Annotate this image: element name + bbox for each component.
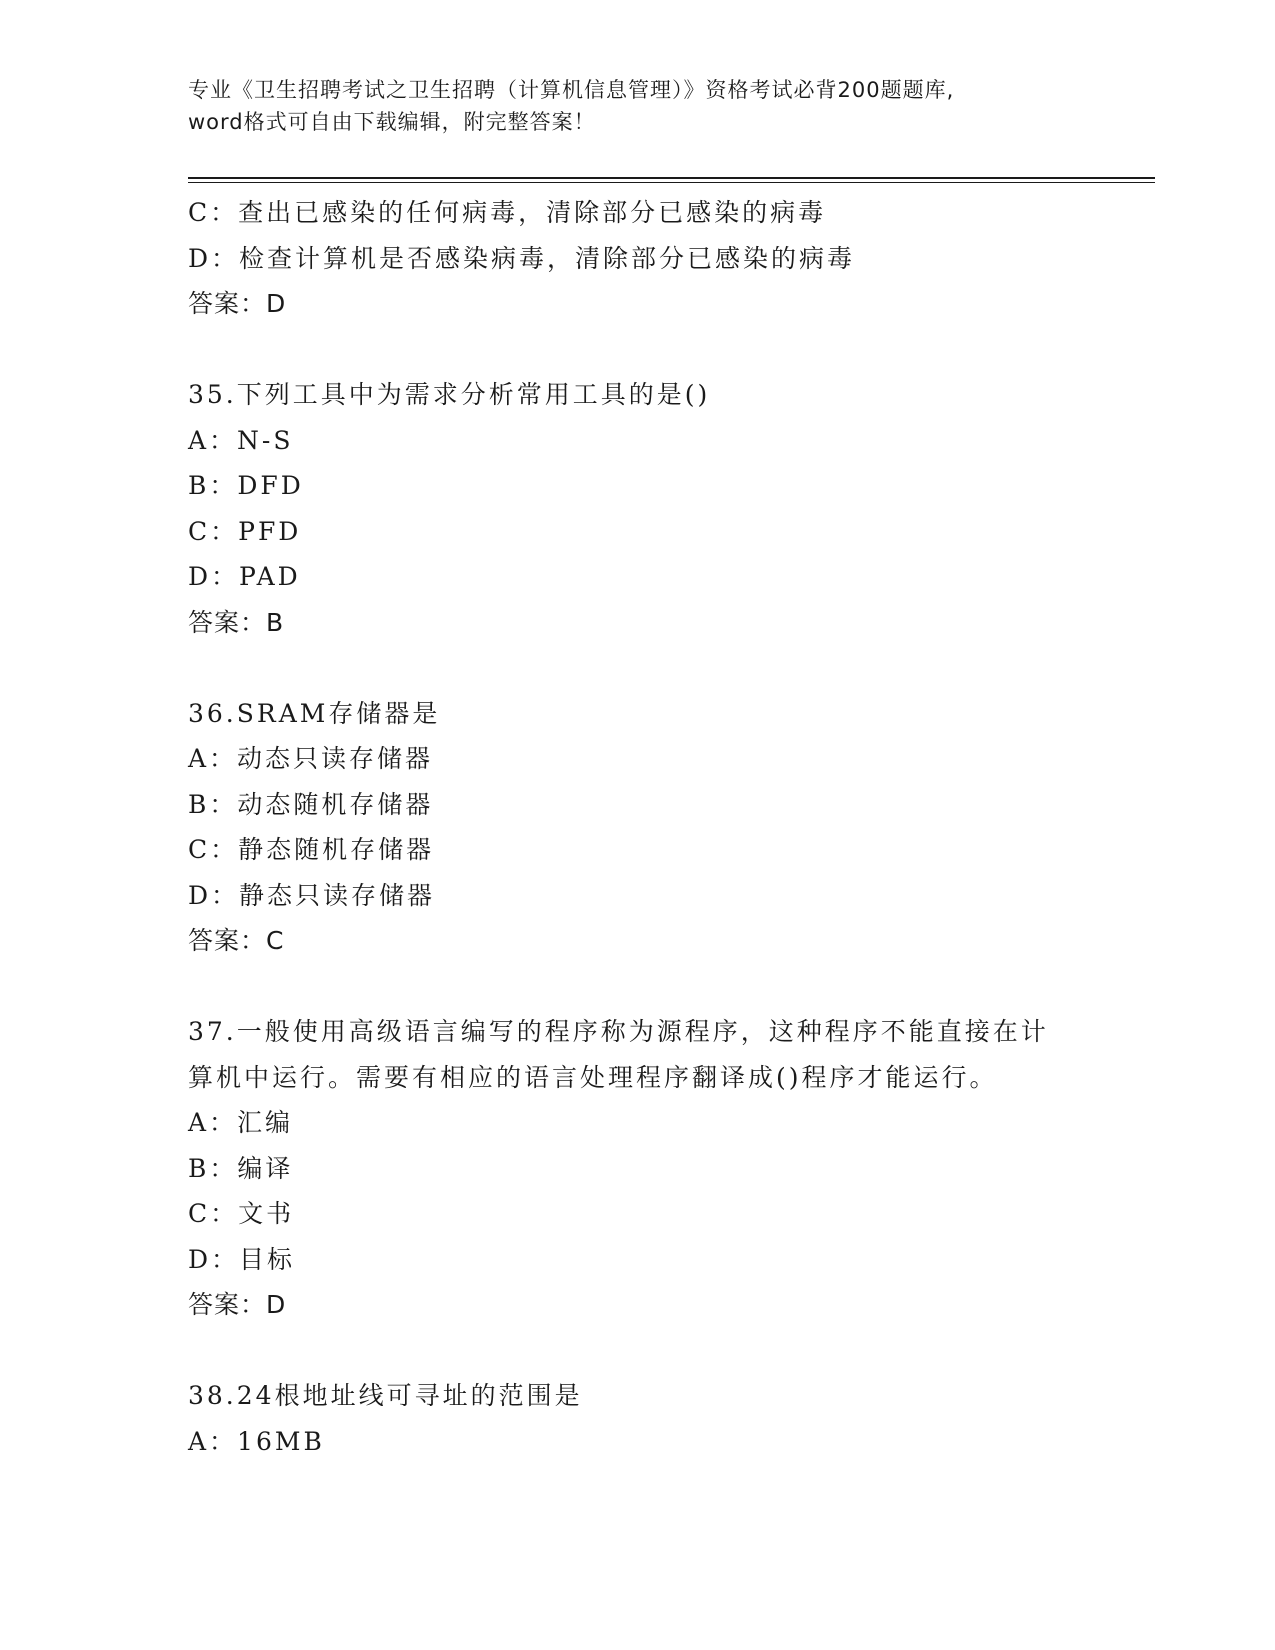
question-stem-line-2: 算机中运行。需要有相应的语言处理程序翻译成()程序才能运行。	[188, 1062, 998, 1092]
question-34-continued	[188, 190, 1088, 327]
header-divider-thick	[188, 177, 1155, 179]
option-d: D：检查计算机是否感染病毒，清除部分已感染的病毒	[188, 243, 856, 273]
option-d: D：静态只读存储器	[188, 880, 436, 910]
question-38	[188, 1373, 1088, 1464]
option-a: A：动态只读存储器	[188, 744, 434, 773]
question-stem: 38.24根地址线可寻址的范围是	[188, 1381, 583, 1410]
question-list	[188, 190, 1088, 1464]
question-spacer	[188, 1328, 1088, 1374]
option-c: C：PFD	[188, 516, 302, 546]
answer-line: 答案：B	[188, 607, 285, 637]
question-37	[188, 1009, 1088, 1328]
document-header	[188, 74, 1088, 138]
question-spacer	[188, 964, 1088, 1010]
answer-line: 答案：D	[188, 289, 287, 318]
question-36	[188, 691, 1088, 964]
option-c: C：静态随机存储器	[188, 835, 435, 864]
option-b: B：动态随机存储器	[188, 789, 434, 819]
question-spacer	[188, 645, 1088, 691]
header-title-line-2: word格式可自由下载编辑，附完整答案！	[188, 110, 596, 134]
option-c: C：文书	[188, 1199, 295, 1228]
answer-line: 答案：C	[188, 926, 285, 955]
answer-line: 答案：D	[188, 1290, 287, 1319]
option-a: A：汇编	[188, 1108, 294, 1137]
question-stem: 35.下列工具中为需求分析常用工具的是()	[188, 380, 711, 409]
option-b: B：编译	[188, 1153, 294, 1183]
header-divider-thin	[188, 182, 1155, 183]
header-title-line-1: 专业《卫生招聘考试之卫生招聘（计算机信息管理）》资格考试必背200题题库,	[188, 78, 955, 102]
question-35	[188, 372, 1088, 645]
question-stem-line-1: 37.一般使用高级语言编写的程序称为源程序，这种程序不能直接在计	[188, 1017, 1049, 1046]
option-d: D：目标	[188, 1244, 296, 1274]
option-d: D：PAD	[188, 562, 301, 591]
question-spacer	[188, 327, 1088, 373]
option-b: B：DFD	[188, 471, 304, 500]
question-stem: 36.SRAM存储器是	[188, 698, 441, 728]
option-c: C：查出已感染的任何病毒，清除部分已感染的病毒	[188, 198, 827, 227]
option-a: A：16MB	[188, 1426, 325, 1456]
option-a: A：N-S	[188, 425, 294, 455]
